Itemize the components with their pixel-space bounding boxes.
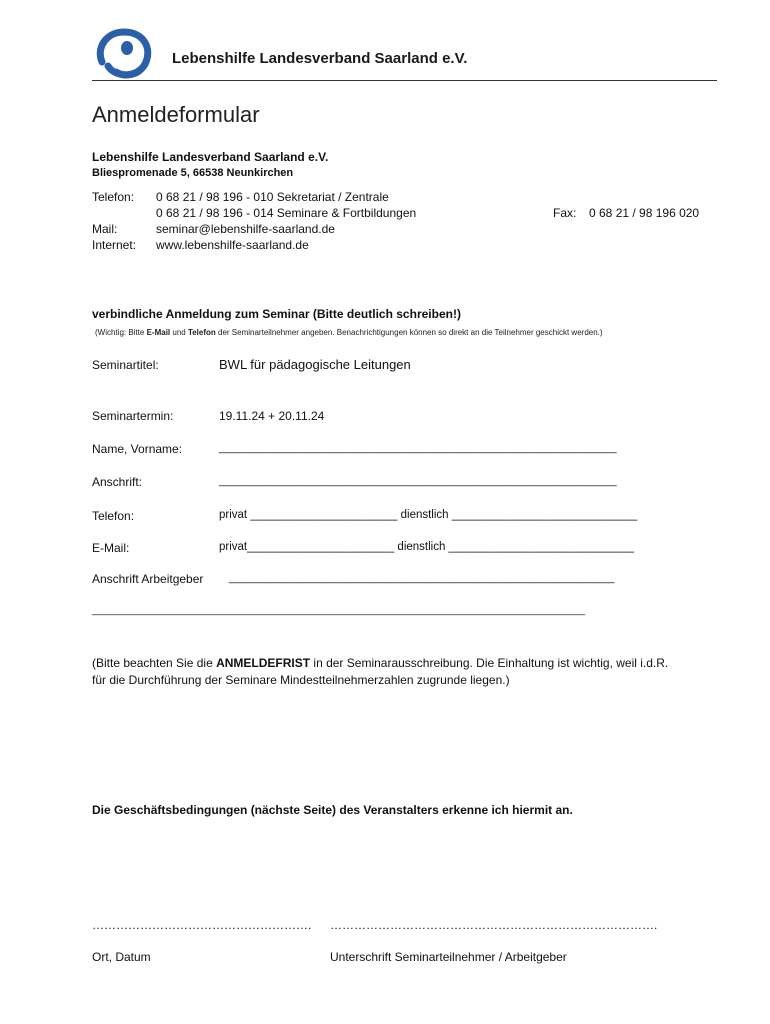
- header-divider: [92, 80, 717, 81]
- mail-value[interactable]: seminar@lebenshilfe-saarland.de: [156, 222, 335, 236]
- signature-label: Unterschrift Seminarteilnehmer / Arbeitgeber: [330, 950, 567, 964]
- arbeitgeber-field-line-2[interactable]: _______________________________________________________________________________________: [92, 605, 585, 616]
- fax-value: 0 68 21 / 98 196 020: [589, 206, 700, 220]
- registration-note: (Wichtig: Bitte E-Mail und Telefon der Seminarteilnehmer angeben. Benachrichtigungen können so direkt an die Teilnehmer geschickt werden.): [95, 328, 603, 337]
- anschrift-label: Anschrift:: [92, 475, 143, 489]
- seminartermin-value: 19.11.24 + 20.11.24: [219, 409, 325, 423]
- internet-label: Internet:: [92, 238, 137, 252]
- seminartitel-label: Seminartitel:: [92, 358, 159, 372]
- registration-heading: verbindliche Anmeldung zum Seminar (Bitte deutlich schreiben!): [92, 307, 461, 321]
- telefon-field[interactable]: privat _______________________ dienstlich _____________________________: [219, 509, 638, 521]
- arbeitgeber-label: Anschrift Arbeitgeber: [92, 572, 204, 586]
- telefon-label: Telefon:: [92, 509, 135, 523]
- anschrift-field[interactable]: _________________________________________________________________: [219, 475, 617, 487]
- deadline-note-line-1: (Bitte beachten Sie die ANMELDEFRIST in der Seminarausschreibung. Die Einhaltung ist wichtig, weil i.d.R.: [92, 656, 669, 670]
- name-label: Name, Vorname:: [92, 442, 183, 456]
- fax-label: Fax:: [553, 206, 577, 220]
- phone-2: 0 68 21 / 98 196 - 014 Seminare & Fortbildungen: [156, 206, 417, 220]
- contact-org: Lebenshilfe Landesverband Saarland e.V.: [92, 150, 329, 164]
- place-date-line[interactable]: ……………………………………………….: [92, 918, 312, 932]
- seminartermin-label: Seminartermin:: [92, 409, 174, 423]
- signature-line[interactable]: ……………………………………………………………………….: [330, 918, 658, 932]
- lebenshilfe-logo-icon: [94, 26, 154, 80]
- page-title: Anmeldeformular: [92, 102, 260, 127]
- name-field[interactable]: _________________________________________________________________: [219, 442, 617, 454]
- phone-label: Telefon:: [92, 190, 135, 204]
- deadline-note-line-2: für die Durchführung der Seminare Mindestteilnehmerzahlen zugrunde liegen.): [92, 673, 510, 687]
- place-date-label: Ort, Datum: [92, 950, 151, 964]
- email-label: E-Mail:: [92, 541, 130, 555]
- arbeitgeber-field[interactable]: _______________________________________________________________: [229, 572, 615, 584]
- contact-address: Bliespromenade 5, 66538 Neunkirchen: [92, 167, 294, 179]
- terms-statement: Die Geschäftsbedingungen (nächste Seite) des Veranstalters erkenne ich hiermit an.: [92, 803, 573, 817]
- header-org-name: Lebenshilfe Landesverband Saarland e.V.: [172, 50, 468, 67]
- internet-value[interactable]: www.lebenshilfe-saarland.de: [156, 238, 309, 252]
- seminartitel-value: BWL für pädagogische Leitungen: [219, 357, 411, 372]
- email-field[interactable]: privat_______________________ dienstlich _____________________________: [219, 541, 635, 553]
- mail-label: Mail:: [92, 222, 118, 236]
- phone-1: 0 68 21 / 98 196 - 010 Sekretariat / Zentrale: [156, 190, 389, 204]
